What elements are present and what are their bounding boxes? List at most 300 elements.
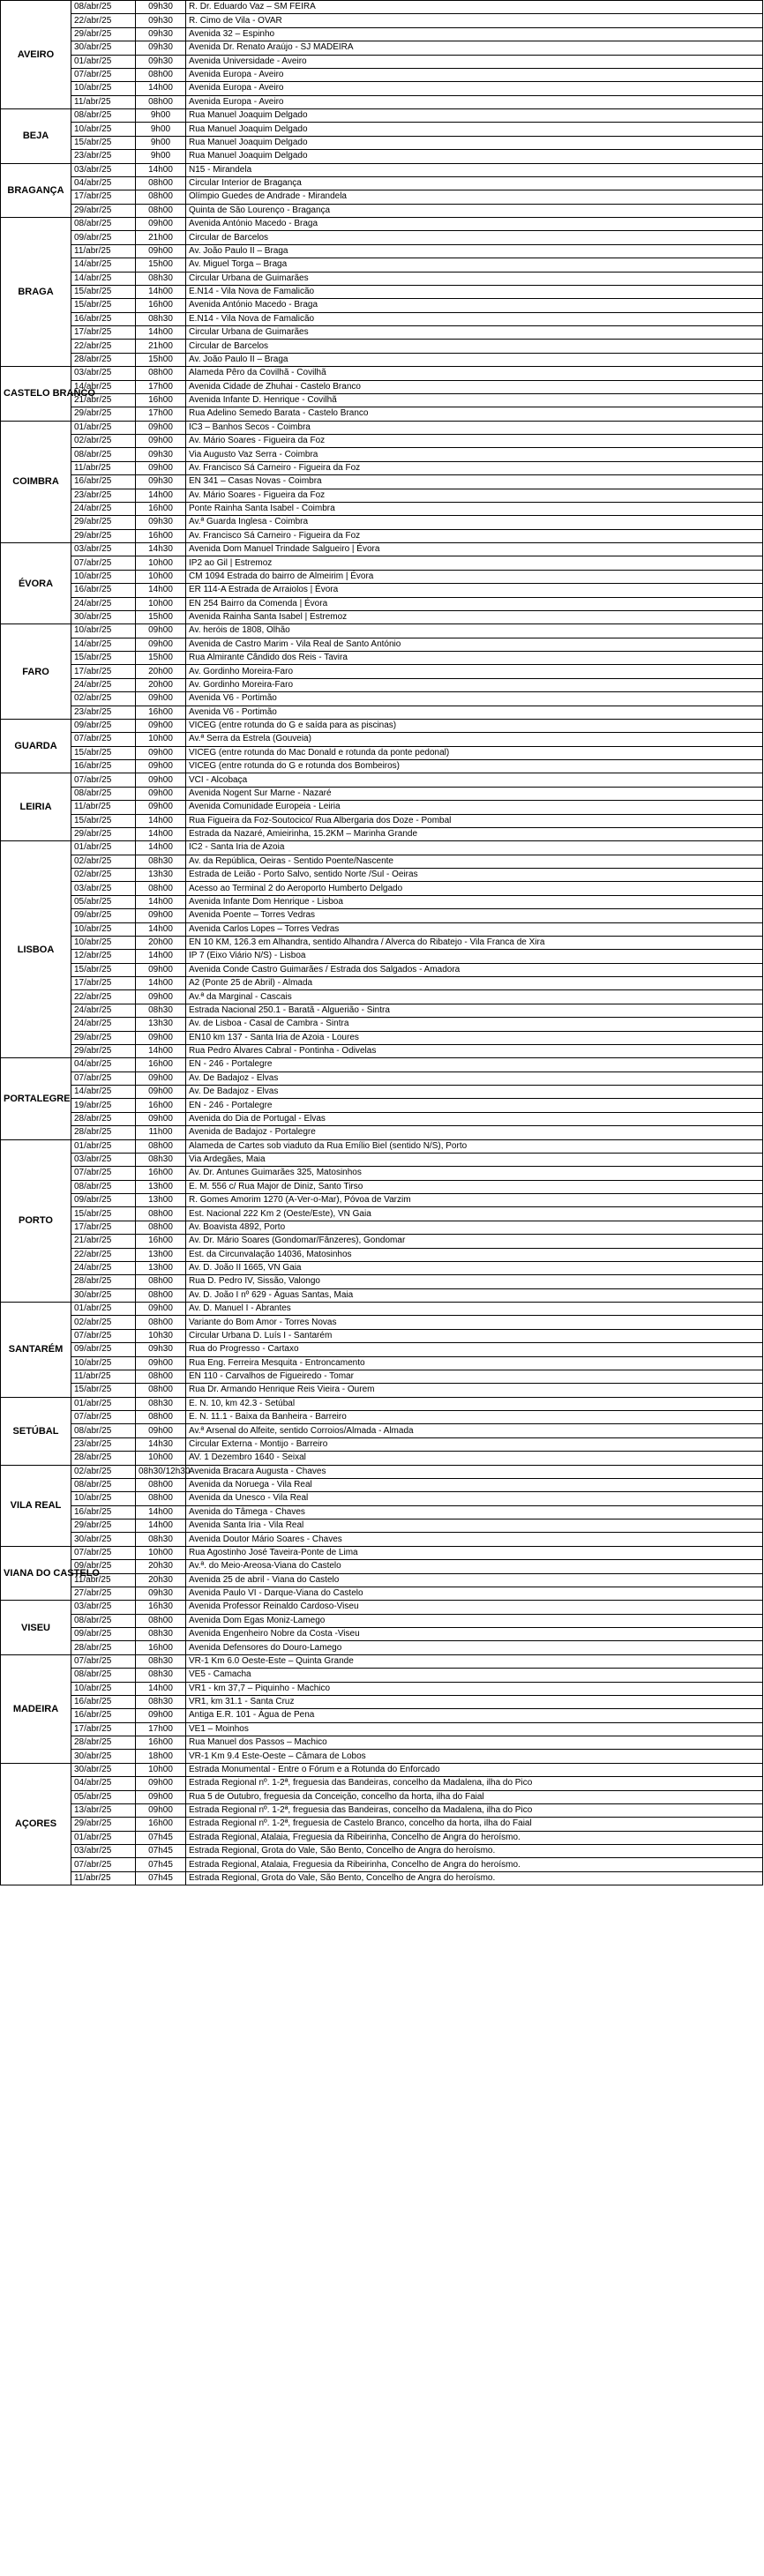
table-row (1, 543, 763, 556)
date-cell: 11/abr/25 (71, 1573, 136, 1587)
table-row (1, 1858, 763, 1871)
table-row (1, 963, 763, 976)
location-cell: VCI - Alcobaça (186, 773, 763, 787)
date-cell: 07/abr/25 (71, 1654, 136, 1668)
date-cell: 15/abr/25 (71, 136, 136, 149)
location-cell: Avenida Europa - Aveiro (186, 82, 763, 95)
table-row (1, 1126, 763, 1139)
date-cell: 03/abr/25 (71, 1153, 136, 1166)
table-row (1, 1465, 763, 1478)
location-cell: Rua do Progresso - Cartaxo (186, 1343, 763, 1356)
date-cell: 11/abr/25 (71, 1370, 136, 1383)
location-cell: Av. João Paulo II – Braga (186, 353, 763, 366)
table-row (1, 1654, 763, 1668)
table-row (1, 489, 763, 502)
table-row (1, 1343, 763, 1356)
table-row (1, 55, 763, 68)
time-cell: 21h00 (136, 340, 186, 353)
date-cell: 10/abr/25 (71, 82, 136, 95)
table-row (1, 258, 763, 272)
date-cell: 28/abr/25 (71, 1126, 136, 1139)
time-cell: 08h00 (136, 1384, 186, 1397)
district-cell: AÇORES (1, 1763, 71, 1885)
date-cell: 24/abr/25 (71, 1004, 136, 1017)
location-cell: Estrada Regional, Atalaia, Freguesia da Ribeirinha, Concelho de Angra do heroísmo. (186, 1858, 763, 1871)
date-cell: 03/abr/25 (71, 367, 136, 380)
date-cell: 17/abr/25 (71, 326, 136, 340)
time-cell: 08h00 (136, 68, 186, 81)
time-cell: 09h00 (136, 218, 186, 231)
date-cell: 13/abr/25 (71, 1803, 136, 1817)
date-cell: 10/abr/25 (71, 922, 136, 936)
table-row (1, 1682, 763, 1695)
date-cell: 14/abr/25 (71, 380, 136, 393)
table-row (1, 380, 763, 393)
time-cell: 14h00 (136, 1044, 186, 1057)
time-cell: 14h00 (136, 922, 186, 936)
table-row (1, 1384, 763, 1397)
table-row (1, 1492, 763, 1505)
table-row (1, 652, 763, 665)
location-cell: Via Augusto Vaz Serra - Coimbra (186, 448, 763, 461)
table-row (1, 407, 763, 421)
date-cell: 08/abr/25 (71, 1, 136, 14)
table-row (1, 1099, 763, 1112)
table-row (1, 1437, 763, 1451)
table-row (1, 326, 763, 340)
table-row (1, 1818, 763, 1831)
table-row (1, 719, 763, 732)
time-cell: 08h30 (136, 1669, 186, 1682)
time-cell: 9h00 (136, 123, 186, 136)
time-cell: 08h00 (136, 176, 186, 190)
date-cell: 15/abr/25 (71, 814, 136, 827)
date-cell: 07/abr/25 (71, 1329, 136, 1342)
location-cell: Avenida de Badajoz - Portalegre (186, 1126, 763, 1139)
date-cell: 08/abr/25 (71, 787, 136, 800)
table-row (1, 855, 763, 868)
location-cell: EN 110 - Carvalhos de Figueiredo - Tomar (186, 1370, 763, 1383)
date-cell: 16/abr/25 (71, 760, 136, 773)
time-cell: 21h00 (136, 231, 186, 244)
time-cell: 09h30 (136, 1, 186, 14)
location-cell: EN - 246 - Portalegre (186, 1058, 763, 1071)
location-cell: Circular Urbana de Guimarães (186, 326, 763, 340)
location-cell: Av. Gordinho Moreira-Faro (186, 665, 763, 678)
time-cell: 16h00 (136, 1058, 186, 1071)
date-cell: 08/abr/25 (71, 1478, 136, 1491)
location-cell: Rua Adelino Semedo Barata - Castelo Branco (186, 407, 763, 421)
location-cell: AV. 1 Dezembro 1640 - Seixal (186, 1452, 763, 1465)
time-cell: 10h00 (136, 597, 186, 610)
location-cell: VICEG (entre rotunda do G e rotunda dos Bombeiros) (186, 760, 763, 773)
location-cell: Avenida da Unesco - Vila Real (186, 1492, 763, 1505)
location-cell: Av. de Lisboa - Casal de Cambra - Sintra (186, 1018, 763, 1031)
time-cell: 16h00 (136, 529, 186, 542)
date-cell: 11/abr/25 (71, 1871, 136, 1885)
date-cell: 14/abr/25 (71, 638, 136, 651)
date-cell: 30/abr/25 (71, 1763, 136, 1776)
location-cell: E. N. 11.1 - Baixa da Banheira - Barreiro (186, 1411, 763, 1424)
location-cell: Av. D. João II 1665, VN Gaia (186, 1261, 763, 1274)
time-cell: 08h00 (136, 1316, 186, 1329)
table-row (1, 773, 763, 787)
location-cell: EN 10 KM, 126.3 em Alhandra, sentido Alhandra / Alverca do Ribatejo - Vila Franca de Xira (186, 936, 763, 949)
date-cell: 07/abr/25 (71, 1071, 136, 1085)
date-cell: 16/abr/25 (71, 1505, 136, 1519)
table-row (1, 638, 763, 651)
time-cell: 13h00 (136, 1180, 186, 1193)
location-cell: Av. Dr. Antunes Guimarães 325, Matosinhos (186, 1167, 763, 1180)
time-cell: 07h45 (136, 1831, 186, 1844)
table-row (1, 1397, 763, 1410)
time-cell: 08h30 (136, 1004, 186, 1017)
location-cell: Av. De Badajoz - Elvas (186, 1071, 763, 1085)
location-cell: Av.ª da Marginal - Cascais (186, 990, 763, 1004)
table-row (1, 787, 763, 800)
location-cell: N15 - Mirandela (186, 163, 763, 176)
location-cell: VR1 - km 37,7 – Piquinho - Machico (186, 1682, 763, 1695)
table-row (1, 1235, 763, 1248)
date-cell: 09/abr/25 (71, 1343, 136, 1356)
date-cell: 23/abr/25 (71, 1437, 136, 1451)
date-cell: 17/abr/25 (71, 1722, 136, 1736)
date-cell: 24/abr/25 (71, 1018, 136, 1031)
time-cell: 09h00 (136, 1803, 186, 1817)
table-row (1, 340, 763, 353)
date-cell: 07/abr/25 (71, 733, 136, 746)
table-row (1, 68, 763, 81)
date-cell: 11/abr/25 (71, 461, 136, 474)
table-row (1, 1180, 763, 1193)
location-cell: Rua Figueira da Foz-Soutocico/ Rua Albergaria dos Doze - Pombal (186, 814, 763, 827)
location-cell: R. Dr. Eduardo Vaz – SM FEIRA (186, 1, 763, 14)
table-row (1, 516, 763, 529)
time-cell: 08h00 (136, 1478, 186, 1491)
table-row (1, 1628, 763, 1641)
location-cell: Estrada Monumental - Entre o Fórum e a Rotunda do Enforcado (186, 1763, 763, 1776)
table-row (1, 1086, 763, 1099)
location-cell: Av. Miguel Torga – Braga (186, 258, 763, 272)
location-cell: Estrada Regional nº. 1-2ª, freguesia das Bandeiras, concelho da Madalena, ilha do Pico (186, 1803, 763, 1817)
time-cell: 20h30 (136, 1573, 186, 1587)
date-cell: 11/abr/25 (71, 244, 136, 258)
table-row (1, 163, 763, 176)
date-cell: 08/abr/25 (71, 448, 136, 461)
time-cell: 09h30 (136, 516, 186, 529)
location-cell: Circular Urbana D. Luís I - Santarém (186, 1329, 763, 1342)
table-row (1, 869, 763, 882)
table-row (1, 1803, 763, 1817)
district-cell: MADEIRA (1, 1654, 71, 1763)
time-cell: 09h00 (136, 787, 186, 800)
time-cell: 09h30 (136, 27, 186, 41)
time-cell: 14h00 (136, 895, 186, 908)
date-cell: 11/abr/25 (71, 801, 136, 814)
date-cell: 29/abr/25 (71, 27, 136, 41)
date-cell: 01/abr/25 (71, 1397, 136, 1410)
district-cell: COIMBRA (1, 421, 71, 542)
location-cell: Av.ª. do Meio-Areosa-Viana do Castelo (186, 1560, 763, 1573)
time-cell: 16h00 (136, 1167, 186, 1180)
location-cell: IP 7 (Eixo Viário N/S) - Lisboa (186, 950, 763, 963)
location-cell: Av. D. Manuel I - Abrantes (186, 1303, 763, 1316)
location-cell: Estrada Regional, Grota do Vale, São Bento, Concelho de Angra do heroísmo. (186, 1845, 763, 1858)
time-cell: 14h00 (136, 814, 186, 827)
table-row (1, 760, 763, 773)
table-row (1, 312, 763, 325)
date-cell: 29/abr/25 (71, 204, 136, 217)
location-cell: Avenida Paulo VI - Darque-Viana do Castelo (186, 1587, 763, 1600)
date-cell: 03/abr/25 (71, 882, 136, 895)
time-cell: 08h00 (136, 1288, 186, 1302)
location-cell: EN10 km 137 - Santa Iria de Azoia - Loures (186, 1031, 763, 1044)
location-cell: Avenida Cidade de Zhuhai - Castelo Branco (186, 380, 763, 393)
time-cell: 08h00 (136, 367, 186, 380)
table-row (1, 123, 763, 136)
time-cell: 08h00 (136, 1275, 186, 1288)
date-cell: 16/abr/25 (71, 584, 136, 597)
table-row (1, 1519, 763, 1533)
district-cell: BRAGA (1, 218, 71, 367)
table-row (1, 244, 763, 258)
table-row (1, 176, 763, 190)
table-row (1, 610, 763, 623)
date-cell: 01/abr/25 (71, 1831, 136, 1844)
district-cell: LISBOA (1, 841, 71, 1058)
time-cell: 09h00 (136, 244, 186, 258)
table-row (1, 1356, 763, 1370)
time-cell: 10h00 (136, 733, 186, 746)
location-cell: Avenida do Dia de Portugal - Elvas (186, 1112, 763, 1125)
date-cell: 29/abr/25 (71, 407, 136, 421)
location-cell: Avenida Dom Manuel Trindade Salgueiro | Évora (186, 543, 763, 556)
date-cell: 01/abr/25 (71, 841, 136, 855)
date-cell: 07/abr/25 (71, 556, 136, 570)
time-cell: 10h00 (136, 1763, 186, 1776)
district-cell: PORTALEGRE (1, 1058, 71, 1139)
table-row (1, 136, 763, 149)
table-row (1, 556, 763, 570)
time-cell: 18h00 (136, 1750, 186, 1763)
time-cell: 17h00 (136, 407, 186, 421)
time-cell: 13h00 (136, 1248, 186, 1261)
table-row (1, 1058, 763, 1071)
location-cell: Avenida Universidade - Aveiro (186, 55, 763, 68)
location-cell: Avenida Engenheiro Nobre da Costa -Viseu (186, 1628, 763, 1641)
time-cell: 07h45 (136, 1871, 186, 1885)
date-cell: 16/abr/25 (71, 312, 136, 325)
location-cell: Avenida António Macedo - Braga (186, 299, 763, 312)
location-cell: Avenida Infante D. Henrique - Covilhã (186, 393, 763, 407)
date-cell: 28/abr/25 (71, 1736, 136, 1750)
time-cell: 17h00 (136, 1722, 186, 1736)
location-cell: VR1, km 31.1 - Santa Cruz (186, 1695, 763, 1708)
table-row (1, 218, 763, 231)
location-cell: E. N. 10, km 42.3 - Setúbal (186, 1397, 763, 1410)
table-row (1, 570, 763, 583)
time-cell: 14h00 (136, 1682, 186, 1695)
time-cell: 09h00 (136, 963, 186, 976)
district-cell: VIANA DO CASTELO (1, 1546, 71, 1601)
date-cell: 30/abr/25 (71, 610, 136, 623)
location-cell: Avenida V6 - Portimão (186, 706, 763, 719)
time-cell: 13h30 (136, 1018, 186, 1031)
location-cell: Av. heróis de 1808, Olhão (186, 624, 763, 638)
table-row (1, 1248, 763, 1261)
time-cell: 14h00 (136, 950, 186, 963)
date-cell: 28/abr/25 (71, 1275, 136, 1288)
date-cell: 17/abr/25 (71, 1221, 136, 1234)
location-cell: CM 1094 Estrada do bairro de Almeirim | Évora (186, 570, 763, 583)
time-cell: 09h00 (136, 760, 186, 773)
time-cell: 09h00 (136, 909, 186, 922)
date-cell: 10/abr/25 (71, 1492, 136, 1505)
location-cell: Rua Manuel dos Passos – Machico (186, 1736, 763, 1750)
table-row (1, 814, 763, 827)
time-cell: 08h00 (136, 1411, 186, 1424)
location-cell: Rua D. Pedro IV, Sissão, Valongo (186, 1275, 763, 1288)
date-cell: 07/abr/25 (71, 1411, 136, 1424)
location-cell: A2 (Ponte 25 de Abril) - Almada (186, 977, 763, 990)
time-cell: 9h00 (136, 150, 186, 163)
table-row (1, 1018, 763, 1031)
date-cell: 24/abr/25 (71, 502, 136, 515)
table-row (1, 1275, 763, 1288)
time-cell: 16h00 (136, 1641, 186, 1654)
location-cell: Avenida Rainha Santa Isabel | Estremoz (186, 610, 763, 623)
table-row (1, 367, 763, 380)
table-row (1, 27, 763, 41)
location-cell: VR-1 Km 6.0 Oeste-Este – Quinta Grande (186, 1654, 763, 1668)
time-cell: 09h30 (136, 475, 186, 489)
location-cell: Av. D. João I nº 629 - Águas Santas, Maia (186, 1288, 763, 1302)
location-cell: E.N14 - Vila Nova de Famalicão (186, 285, 763, 298)
date-cell: 29/abr/25 (71, 516, 136, 529)
table-row (1, 529, 763, 542)
date-cell: 02/abr/25 (71, 1465, 136, 1478)
date-cell: 17/abr/25 (71, 665, 136, 678)
date-cell: 03/abr/25 (71, 163, 136, 176)
location-cell: Av. Mário Soares - Figueira da Foz (186, 489, 763, 502)
date-cell: 22/abr/25 (71, 990, 136, 1004)
date-cell: 30/abr/25 (71, 1288, 136, 1302)
table-row (1, 1614, 763, 1627)
date-cell: 21/abr/25 (71, 1235, 136, 1248)
table-row (1, 1261, 763, 1274)
time-cell: 08h30 (136, 1628, 186, 1641)
table-row (1, 95, 763, 108)
time-cell: 09h30 (136, 14, 186, 27)
time-cell: 14h00 (136, 489, 186, 502)
time-cell: 16h00 (136, 706, 186, 719)
date-cell: 05/abr/25 (71, 895, 136, 908)
table-row (1, 41, 763, 55)
table-row (1, 1695, 763, 1708)
time-cell: 08h00 (136, 1492, 186, 1505)
date-cell: 24/abr/25 (71, 597, 136, 610)
location-cell: Estrada da Nazaré, Amieirinha, 15.2KM – Marinha Grande (186, 827, 763, 840)
location-cell: R. Cimo de Vila - OVAR (186, 14, 763, 27)
location-cell: Rua Manuel Joaquim Delgado (186, 123, 763, 136)
table-row (1, 1750, 763, 1763)
table-row (1, 461, 763, 474)
date-cell: 15/abr/25 (71, 1384, 136, 1397)
table-row (1, 1411, 763, 1424)
location-cell: Circular de Barcelos (186, 231, 763, 244)
table-row (1, 1722, 763, 1736)
date-cell: 01/abr/25 (71, 1139, 136, 1153)
time-cell: 20h00 (136, 665, 186, 678)
time-cell: 08h00 (136, 1221, 186, 1234)
date-cell: 08/abr/25 (71, 1669, 136, 1682)
location-cell: Circular Externa - Montijo - Barreiro (186, 1437, 763, 1451)
time-cell: 08h00 (136, 204, 186, 217)
location-cell: Rua 5 de Outubro, freguesia da Conceição, concelho da horta, ilha do Faial (186, 1790, 763, 1803)
location-cell: E.N14 - Vila Nova de Famalicão (186, 312, 763, 325)
time-cell: 11h00 (136, 1126, 186, 1139)
time-cell: 16h00 (136, 393, 186, 407)
date-cell: 17/abr/25 (71, 977, 136, 990)
date-cell: 29/abr/25 (71, 1044, 136, 1057)
location-cell: Rua Pedro Álvares Cabral - Pontinha - Odivelas (186, 1044, 763, 1057)
table-row (1, 841, 763, 855)
table-row (1, 936, 763, 949)
time-cell: 09h00 (136, 1303, 186, 1316)
location-cell: Avenida Doutor Mário Soares - Chaves (186, 1533, 763, 1546)
location-cell: Est. da Circunvalação 14036, Matosinhos (186, 1248, 763, 1261)
location-cell: Estrada Regional nº. 1-2ª, freguesia de Castelo Branco, concelho da horta, ilha do Faial (186, 1818, 763, 1831)
date-cell: 15/abr/25 (71, 963, 136, 976)
location-cell: Estrada Regional nº. 1-2ª, freguesia das Bandeiras, concelho da Madalena, ilha do Pico (186, 1777, 763, 1790)
table-row (1, 1533, 763, 1546)
time-cell: 9h00 (136, 109, 186, 123)
time-cell: 16h30 (136, 1601, 186, 1614)
date-cell: 07/abr/25 (71, 1546, 136, 1559)
time-cell: 14h00 (136, 827, 186, 840)
district-cell: LEIRIA (1, 773, 71, 841)
date-cell: 23/abr/25 (71, 706, 136, 719)
location-cell: Avenida Nogent Sur Marne - Nazaré (186, 787, 763, 800)
date-cell: 01/abr/25 (71, 1303, 136, 1316)
location-cell: Avenida Dr. Renato Araújo - SJ MADEIRA (186, 41, 763, 55)
time-cell: 08h00 (136, 882, 186, 895)
table-row (1, 990, 763, 1004)
time-cell: 08h00 (136, 95, 186, 108)
location-cell: Rua Agostinho José Taveira-Ponte de Lima (186, 1546, 763, 1559)
location-cell: Avenida Europa - Aveiro (186, 68, 763, 81)
time-cell: 09h00 (136, 773, 186, 787)
date-cell: 15/abr/25 (71, 746, 136, 759)
location-cell: Rua Manuel Joaquim Delgado (186, 136, 763, 149)
location-cell: Alameda Pêro da Covilhã - Covilhã (186, 367, 763, 380)
date-cell: 10/abr/25 (71, 570, 136, 583)
time-cell: 07h45 (136, 1858, 186, 1871)
date-cell: 30/abr/25 (71, 1533, 136, 1546)
time-cell: 08h00 (136, 1207, 186, 1221)
time-cell: 09h00 (136, 461, 186, 474)
table-row (1, 204, 763, 217)
table-row (1, 1871, 763, 1885)
district-cell: ÉVORA (1, 543, 71, 624)
time-cell: 08h30 (136, 312, 186, 325)
date-cell: 10/abr/25 (71, 624, 136, 638)
time-cell: 08h30 (136, 1695, 186, 1708)
time-cell: 09h00 (136, 1031, 186, 1044)
date-cell: 03/abr/25 (71, 543, 136, 556)
time-cell: 14h00 (136, 1519, 186, 1533)
time-cell: 10h00 (136, 1546, 186, 1559)
